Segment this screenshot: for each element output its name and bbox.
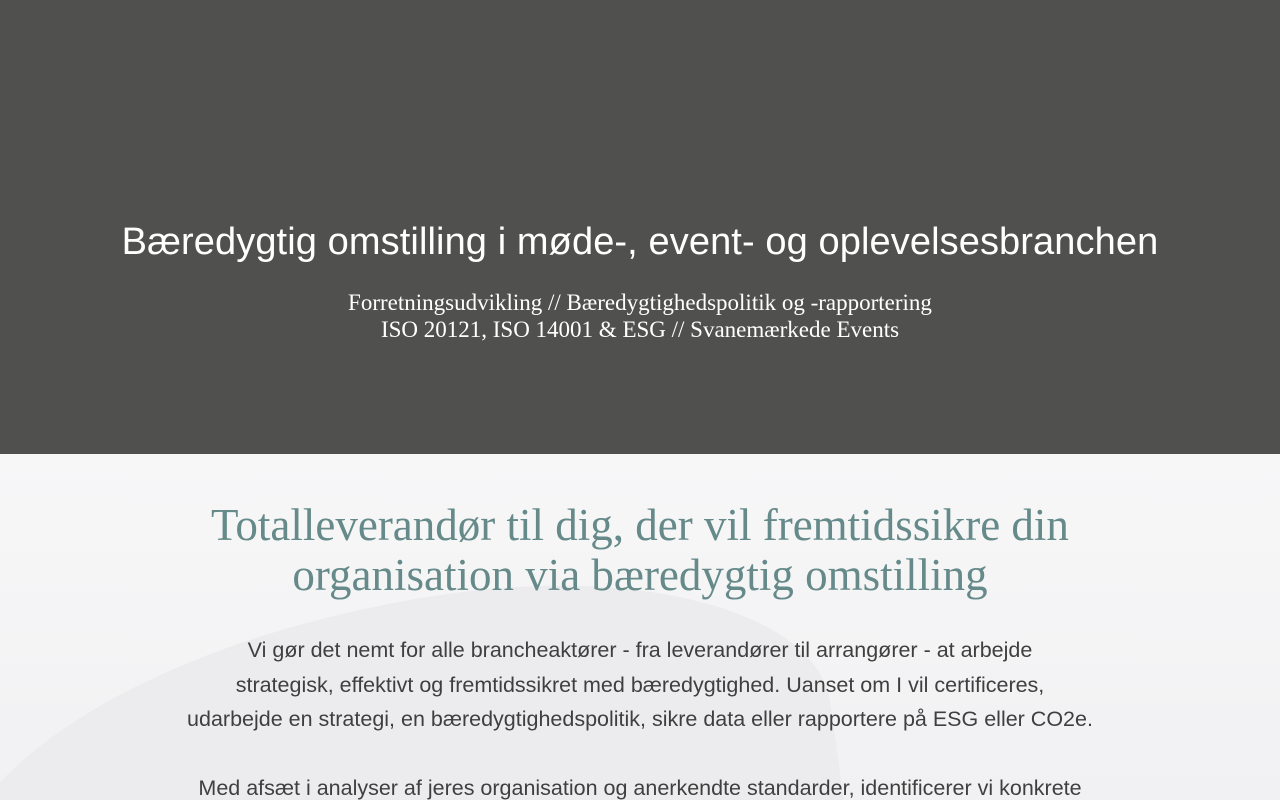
intro-paragraph-line-3: udarbejde en strategi, en bæredygtighedspolitik, sikre data eller rapportere på ESG eller CO2e. [187, 707, 1093, 731]
intro-paragraph-line-2: strategisk, effektivt og fremtidssikret med bæredygtighed. Uanset om I vil certificeres, [235, 672, 1045, 697]
intro-paragraph [140, 633, 1140, 737]
hero-title: Bæredygtig omstilling i møde-, event- og oplevelsesbranchen [121, 221, 1159, 263]
second-paragraph-line-1: Med afsæt i analyser af jeres organisation og anerkendte standarder, identificerer vi konkrete [198, 776, 1082, 800]
hero-subtitle [0, 289, 1280, 343]
intro-section [0, 454, 1280, 800]
hero-subtitle-line-2: ISO 20121, ISO 14001 & ESG // Svanemærkede Events [380, 317, 900, 342]
section-heading [140, 500, 1140, 600]
section-heading-line-2: organisation via bæredygtig omstilling [292, 550, 988, 600]
hero-subtitle-line-1: Forretningsudvikling // Bæredygtighedspolitik og -rapportering [348, 290, 932, 315]
section-heading-line-1: Totalleverandør til dig, der vil fremtidssikre din [211, 500, 1069, 550]
second-paragraph [140, 771, 1140, 800]
intro-paragraph-line-1: Vi gør det nemt for alle brancheaktører - fra leverandører til arrangører - at arbejde [247, 638, 1033, 662]
